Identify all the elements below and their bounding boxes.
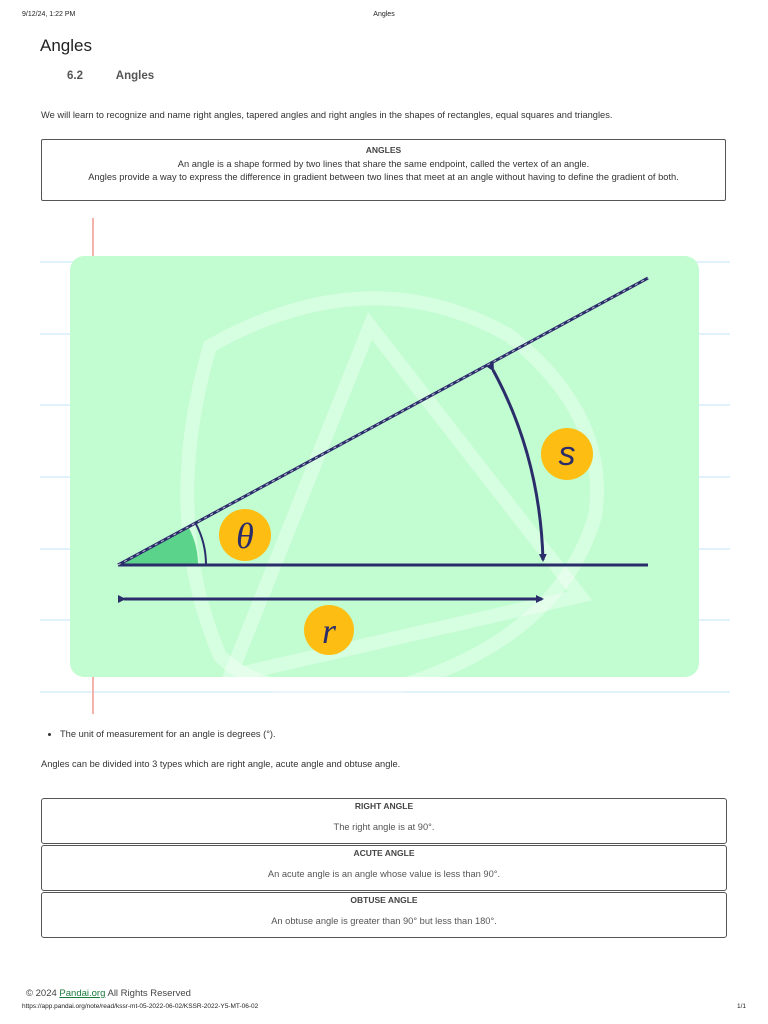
page-count: 1/1 bbox=[736, 1003, 746, 1010]
types-intro: Angles can be divided into 3 types which are right angle, acute angle and obtuse angle. bbox=[41, 759, 401, 769]
notes-list bbox=[40, 729, 276, 739]
type-desc: An obtuse angle is greater than 90° but less than 180°. bbox=[271, 916, 497, 926]
copyright-text: © 2024 bbox=[26, 988, 57, 999]
list-item: • The unit of measurement for an angle is degrees (°). bbox=[60, 729, 276, 739]
s-label bbox=[541, 428, 593, 480]
rights-text: All Rights Reserved bbox=[105, 988, 191, 999]
pandai-link[interactable]: Pandai.org bbox=[59, 988, 106, 999]
print-footer bbox=[22, 1003, 746, 1010]
definition-header: ANGLES bbox=[365, 145, 402, 155]
print-header bbox=[22, 11, 746, 23]
svg-text:θ: θ bbox=[236, 516, 254, 556]
obtuse-angle-box bbox=[41, 892, 727, 938]
section-heading bbox=[67, 70, 154, 82]
page-url: https://app.pandai.org/note/read/kssr-mt-05-2022-06-02/KSSR-2022-Y5-MT-06-02 bbox=[22, 1003, 259, 1010]
section-number: 6.2 bbox=[67, 70, 83, 82]
acute-angle-box bbox=[41, 845, 727, 891]
page-title: Angles bbox=[40, 36, 92, 55]
theta-label bbox=[219, 509, 271, 561]
r-label bbox=[304, 605, 354, 655]
svg-text:r: r bbox=[321, 611, 337, 651]
type-name: OBTUSE ANGLE bbox=[350, 895, 418, 905]
section-title: Angles bbox=[115, 70, 155, 82]
print-title: Angles bbox=[373, 11, 395, 18]
diagram-panel bbox=[70, 256, 699, 677]
right-angle-box bbox=[41, 798, 727, 844]
definition-line-1: An angle is a shape formed by two lines that share the same endpoint, called the vertex of an angle. bbox=[177, 158, 590, 169]
print-datetime: 9/12/24, 1:22 PM bbox=[22, 11, 76, 18]
type-desc: An acute angle is an angle whose value is less than 90°. bbox=[267, 869, 501, 879]
definition-line-2: Angles provide a way to express the difference in gradient between two lines that meet at an angle without having to define the gradient of both. bbox=[88, 172, 679, 182]
type-desc: The right angle is at 90°. bbox=[333, 822, 435, 832]
angle-diagram bbox=[40, 216, 730, 716]
footer bbox=[26, 988, 191, 999]
intro-paragraph: We will learn to recognize and name right angles, tapered angles and right angles in the shapes of rectangles, equal squares and triangles. bbox=[41, 110, 613, 120]
svg-text:s: s bbox=[558, 435, 576, 473]
type-name: ACUTE ANGLE bbox=[353, 848, 415, 858]
angle-diagram-svg bbox=[40, 216, 730, 716]
type-name: RIGHT ANGLE bbox=[354, 801, 414, 811]
definition-box bbox=[41, 139, 726, 201]
